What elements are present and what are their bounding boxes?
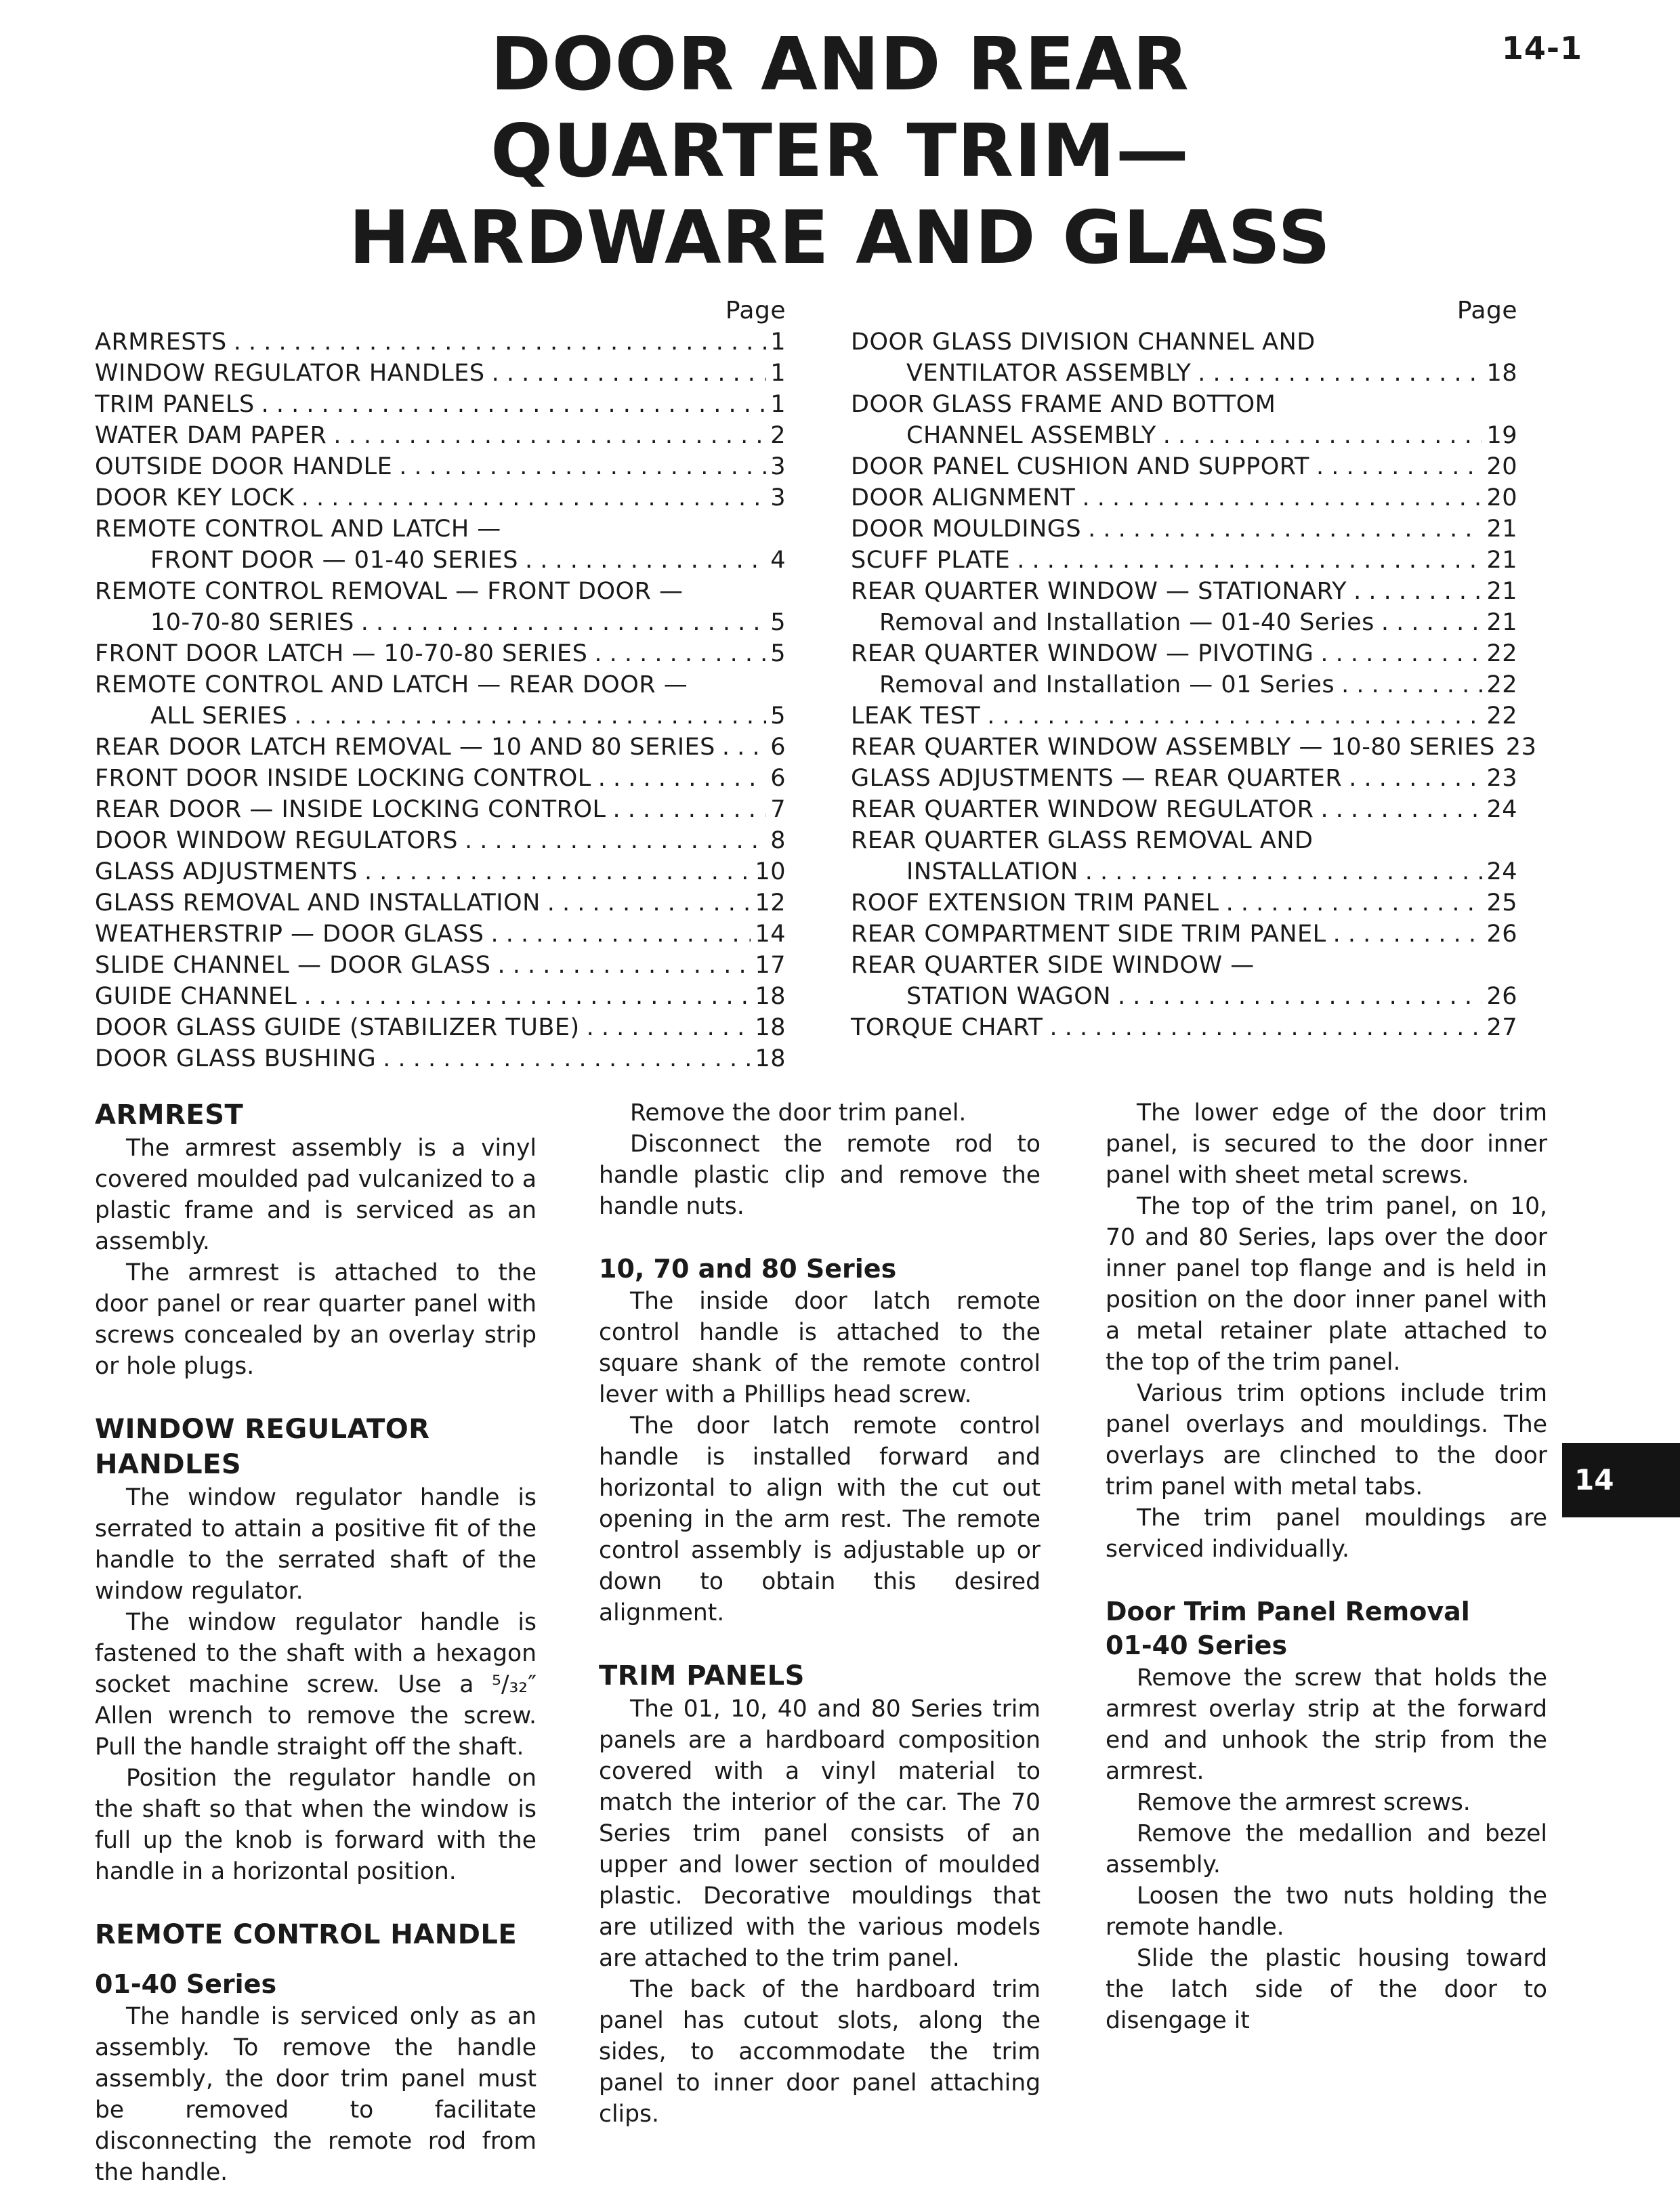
toc-entry-label: CHANNEL ASSEMBLY <box>906 422 1156 449</box>
toc-entry-page: 2 <box>770 422 786 449</box>
toc-entry-page: 24 <box>1486 858 1517 885</box>
toc-entry-label: REAR QUARTER WINDOW — STATIONARY <box>851 578 1347 605</box>
toc-entry-page: 22 <box>1486 640 1517 667</box>
title-line-3: HARDWARE AND GLASS <box>348 196 1332 280</box>
toc-entry-page: 18 <box>755 1045 786 1072</box>
paragraph: The handle is serviced only as an assembly. To remove the handle assembly, the door trim panel must be removed to facilitate disconnecting the remote rod from the handle. <box>95 2003 537 2186</box>
toc-entry-page: 22 <box>1486 702 1517 730</box>
section-heading-trim-panels: TRIM PANELS <box>599 1660 805 1691</box>
subheading-01-40-series: 01-40 Series <box>1106 1631 1288 1660</box>
toc-entry-page: 8 <box>770 827 786 854</box>
body-column-1 <box>95 1097 537 2188</box>
toc-entry <box>851 451 1517 482</box>
paragraph: The trim panel mouldings are serviced individually. <box>1106 1505 1547 1563</box>
toc-entry-page: 5 <box>770 640 786 667</box>
toc-entry-page: 26 <box>1486 921 1517 948</box>
toc-page-label: Page <box>725 297 786 324</box>
toc-entry-page: 26 <box>1486 983 1517 1010</box>
toc-entry-page: 21 <box>1486 547 1517 574</box>
toc-page-label: Page <box>1456 297 1517 324</box>
paragraph: Remove the armrest screws. <box>1137 1789 1471 1816</box>
toc-dot-leader <box>722 732 766 763</box>
toc-entry-label: REAR QUARTER WINDOW ASSEMBLY — 10-80 SERIES <box>851 734 1495 761</box>
toc-dot-leader <box>1320 794 1482 825</box>
toc-dot-leader <box>490 919 751 950</box>
toc-entry-page: 5 <box>770 702 786 730</box>
toc-entry-label: DOOR MOULDINGS <box>851 516 1082 543</box>
toc-dot-leader <box>1050 1012 1483 1043</box>
toc-entry-label: INSTALLATION <box>906 858 1078 885</box>
toc-dot-leader <box>1017 545 1482 576</box>
toc-entry-label: ALL SERIES <box>150 702 288 730</box>
toc-entry-label: 10-70-80 SERIES <box>150 609 354 636</box>
toc-entry-page: 21 <box>1486 578 1517 605</box>
toc-entry-page: 23 <box>1505 734 1537 761</box>
toc-left-column <box>95 295 786 1074</box>
toc-entry <box>95 856 786 887</box>
paragraph: Various trim options include trim panel overlays and mouldings. The overlays are clinched to the door trim panel with metal tabs. <box>1106 1380 1547 1500</box>
toc-entry-label: REAR DOOR — INSIDE LOCKING CONTROL <box>95 796 606 823</box>
paragraph: The armrest is attached to the door panel or rear quarter panel with screws concealed by an overlay strip or hole plugs. <box>95 1259 537 1380</box>
toc-entry-label: GLASS ADJUSTMENTS — REAR QUARTER <box>851 765 1343 792</box>
toc-entry-page: 20 <box>1486 453 1517 480</box>
toc-entry-page: 4 <box>770 547 786 574</box>
toc-entry-label: STATION WAGON <box>906 983 1112 1010</box>
paragraph: Position the regulator handle on the shaft so that when the window is full up the knob is forward with the handle in a horizontal position. <box>95 1765 537 1885</box>
toc-entry-page: 6 <box>770 734 786 761</box>
paragraph: The window regulator handle is fastened to the shaft with a hexagon socket machine screw. Use a ⁵/₃₂″ Allen wrench to remove the screw. Pull the handle straight off the shaft. <box>95 1609 537 1761</box>
paragraph: Remove the screw that holds the armrest overlay strip at the forward end and unhook the strip from the armrest. <box>1106 1664 1547 1785</box>
toc-entry <box>95 1043 786 1074</box>
subheading-door-trim-panel-removal: Door Trim Panel Removal <box>1106 1597 1470 1626</box>
paragraph: Loosen the two nuts holding the remote handle. <box>1106 1882 1547 1941</box>
paragraph: The inside door latch remote control handle is attached to the square shank of the remote control lever with a Phillips head screw. <box>599 1288 1041 1408</box>
toc-dot-leader <box>1085 856 1483 887</box>
toc-entry <box>95 1012 786 1043</box>
toc-entry-label: GLASS REMOVAL AND INSTALLATION <box>95 889 541 917</box>
toc-dot-leader <box>613 794 767 825</box>
toc-dot-leader <box>1118 981 1482 1012</box>
paragraph: The armrest assembly is a vinyl covered moulded pad vulcanized to a plastic frame and is serviced as an assembly. <box>95 1135 537 1255</box>
toc-dot-leader <box>547 887 751 919</box>
toc-entry <box>851 638 1517 669</box>
toc-dot-leader <box>1082 482 1482 513</box>
paragraph: Disconnect the remote rod to handle plastic clip and remove the handle nuts. <box>599 1131 1041 1220</box>
toc-entry <box>95 638 786 669</box>
toc-entry-label: REMOTE CONTROL AND LATCH — <box>95 516 501 543</box>
toc-entry-page: 6 <box>770 765 786 792</box>
toc-entry-label: TORQUE CHART <box>851 1014 1043 1041</box>
toc-entry-page: 22 <box>1486 671 1517 698</box>
toc-entry <box>851 981 1517 1012</box>
toc-entry-label: REMOTE CONTROL REMOVAL — FRONT DOOR — <box>95 578 684 605</box>
toc-entry-label: REAR QUARTER WINDOW — PIVOTING <box>851 640 1314 667</box>
toc-entry <box>95 763 786 794</box>
toc-dot-leader <box>1088 513 1482 545</box>
toc-entry <box>95 950 786 981</box>
toc-entry-page: 14 <box>755 921 786 948</box>
toc-entry-label: WATER DAM PAPER <box>95 422 327 449</box>
section-tab: 14 <box>1562 1443 1680 1517</box>
toc-entry-page: 10 <box>755 858 786 885</box>
toc-dot-leader <box>987 700 1482 732</box>
toc-entry <box>851 420 1517 451</box>
paragraph: The window regulator handle is serrated to attain a positive fit of the handle to the serrated shaft of the window regulator. <box>95 1484 537 1605</box>
toc-entry-page: 19 <box>1486 422 1517 449</box>
toc-entry-page: 7 <box>770 796 786 823</box>
page-number: 14-1 <box>1501 30 1582 66</box>
toc-entry-page: 17 <box>755 952 786 979</box>
toc-entry-page: 23 <box>1486 765 1517 792</box>
toc-entry-label: REAR QUARTER WINDOW REGULATOR <box>851 796 1314 823</box>
toc-entry <box>95 358 786 389</box>
toc-entry-label: GUIDE CHANNEL <box>95 983 297 1010</box>
toc-right-column <box>851 295 1537 1043</box>
toc-entry-page: 5 <box>770 609 786 636</box>
toc-entry <box>851 1012 1517 1043</box>
toc-dot-leader <box>492 358 767 389</box>
toc-entry <box>851 607 1517 638</box>
toc-entry <box>95 794 786 825</box>
body-column-2 <box>599 1097 1041 2130</box>
section-heading-window-regulator-handles: WINDOW REGULATOR HANDLES <box>95 1414 430 1480</box>
toc-entry <box>851 825 1517 856</box>
page-title <box>0 22 1680 282</box>
title-line-1: DOOR AND REAR <box>490 22 1190 107</box>
toc-entry <box>851 545 1517 576</box>
toc-entry <box>851 856 1517 887</box>
paragraph: Remove the medallion and bezel assembly. <box>1106 1820 1547 1878</box>
toc-dot-leader <box>525 545 766 576</box>
toc-entry-label: DOOR GLASS GUIDE (STABILIZER TUBE) <box>95 1014 580 1041</box>
subheading-01-40-series: 01-40 Series <box>95 1969 277 1999</box>
subheading-10-70-80-series: 10, 70 and 80 Series <box>599 1254 897 1284</box>
toc-entry-label: DOOR GLASS BUSHING <box>95 1045 377 1072</box>
toc-entry-page: 1 <box>770 329 786 356</box>
paragraph: The lower edge of the door trim panel, is secured to the door inner panel with sheet metal screws. <box>1106 1099 1547 1189</box>
toc-dot-leader <box>497 950 751 981</box>
toc-entry-label: ARMRESTS <box>95 329 227 356</box>
toc-entry <box>851 669 1517 700</box>
toc-entry-label: WINDOW REGULATOR HANDLES <box>95 360 485 387</box>
toc-entry <box>851 389 1517 420</box>
toc-entry <box>851 732 1537 763</box>
toc-entry <box>851 763 1517 794</box>
section-heading-remote-control-handle: REMOTE CONTROL HANDLE <box>95 1919 518 1950</box>
toc-dot-leader <box>1341 669 1482 700</box>
paragraph: The door latch remote control handle is installed forward and horizontal to align with the cut out opening in the arm rest. The remote control assembly is adjustable up or down to obtain this desired alignment. <box>599 1412 1041 1626</box>
toc-entry-label: FRONT DOOR LATCH — 10-70-80 SERIES <box>95 640 588 667</box>
toc-entry <box>95 825 786 856</box>
toc-entry-label: TRIM PANELS <box>95 391 255 418</box>
toc-entry <box>851 700 1517 732</box>
toc-entry <box>851 513 1517 545</box>
toc-entry-label: REMOTE CONTROL AND LATCH — REAR DOOR — <box>95 671 688 698</box>
toc-dot-leader <box>294 700 766 732</box>
toc-entry-label: WEATHERSTRIP — DOOR GLASS <box>95 921 484 948</box>
toc-dot-leader <box>1320 638 1482 669</box>
toc-entry-label: REAR QUARTER SIDE WINDOW — <box>851 952 1255 979</box>
toc-entry <box>851 950 1517 981</box>
toc-entry <box>95 607 786 638</box>
toc-entry <box>95 669 786 700</box>
toc-entry <box>95 887 786 919</box>
toc-entry-label: Removal and Installation — 01 Series <box>879 671 1335 698</box>
toc-entry-page: 1 <box>770 360 786 387</box>
toc-dot-leader <box>1381 607 1483 638</box>
toc-entry-label: REAR COMPARTMENT SIDE TRIM PANEL <box>851 921 1326 948</box>
toc-entry-page: 18 <box>755 983 786 1010</box>
toc-entry-page: 25 <box>1486 889 1517 917</box>
toc-entry-label: DOOR ALIGNMENT <box>851 484 1076 511</box>
toc-entry-label: DOOR WINDOW REGULATORS <box>95 827 458 854</box>
toc-dot-leader <box>587 1012 751 1043</box>
toc-entry-page: 24 <box>1486 796 1517 823</box>
toc-entry <box>95 482 786 513</box>
toc-dot-leader <box>301 482 766 513</box>
toc-entry-page: 21 <box>1486 516 1517 543</box>
toc-dot-leader <box>1353 576 1482 607</box>
toc-entry-label: DOOR PANEL CUSHION AND SUPPORT <box>851 453 1309 480</box>
toc-entry-label: VENTILATOR ASSEMBLY <box>906 360 1192 387</box>
toc-entry-label: ROOF EXTENSION TRIM PANEL <box>851 889 1219 917</box>
toc-entry <box>95 545 786 576</box>
toc-entry <box>95 732 786 763</box>
toc-entry <box>95 700 786 732</box>
toc-entry-page: 18 <box>755 1014 786 1041</box>
toc-entry-page: 1 <box>770 391 786 418</box>
body-column-3 <box>1106 1097 1547 2036</box>
toc-entry-label: SLIDE CHANNEL — DOOR GLASS <box>95 952 491 979</box>
paragraph: Remove the door trim panel. <box>630 1099 967 1127</box>
toc-entry <box>95 327 786 358</box>
paragraph: The 01, 10, 40 and 80 Series trim panels are a hardboard composition covered with a vinyl material to match the interior of the car. The 70 Series trim panel consists of an upper and lower section of moulded plastic. Decorative mouldings that are utilized with the various models are attached to the trim panel. <box>599 1696 1041 1972</box>
toc-entry-label: FRONT DOOR INSIDE LOCKING CONTROL <box>95 765 591 792</box>
toc-entry-page: 20 <box>1486 484 1517 511</box>
toc-dot-leader <box>303 981 751 1012</box>
toc-dot-leader <box>234 327 767 358</box>
toc-entry <box>851 887 1517 919</box>
paragraph: Slide the plastic housing toward the latch side of the door to disengage it <box>1106 1945 1547 2034</box>
toc-entry-label: DOOR GLASS DIVISION CHANNEL AND <box>851 329 1316 356</box>
toc-dot-leader <box>1316 451 1483 482</box>
toc-entry-label: OUTSIDE DOOR HANDLE <box>95 453 393 480</box>
toc-dot-leader <box>1163 420 1483 451</box>
toc-entry-page: 18 <box>1486 360 1517 387</box>
title-line-2: QUARTER TRIM— <box>490 109 1190 194</box>
toc-entry <box>851 576 1517 607</box>
toc-entry <box>95 389 786 420</box>
toc-dot-leader <box>594 638 766 669</box>
paragraph: The back of the hardboard trim panel has cutout slots, along the sides, to accommodate the trim panel to inner door panel attaching clips. <box>599 1976 1041 2128</box>
toc-entry <box>95 919 786 950</box>
toc-entry-label: GLASS ADJUSTMENTS <box>95 858 358 885</box>
toc-dot-leader <box>598 763 766 794</box>
toc-entry-label: DOOR GLASS FRAME AND BOTTOM <box>851 391 1276 418</box>
toc-entry <box>95 451 786 482</box>
toc-entry <box>851 919 1517 950</box>
toc-entry-label: Removal and Installation — 01-40 Series <box>879 609 1374 636</box>
toc-entry <box>851 482 1517 513</box>
toc-entry <box>851 358 1517 389</box>
toc-entry-label: SCUFF PLATE <box>851 547 1011 574</box>
toc-dot-leader <box>465 825 766 856</box>
toc-dot-leader <box>1198 358 1482 389</box>
toc-entry <box>851 327 1517 358</box>
toc-dot-leader <box>361 607 766 638</box>
toc-dot-leader <box>261 389 767 420</box>
toc-entry-page: 21 <box>1486 609 1517 636</box>
toc-dot-leader <box>1226 887 1483 919</box>
toc-dot-leader <box>1349 763 1482 794</box>
toc-dot-leader <box>383 1043 751 1074</box>
toc-entry-label: FRONT DOOR — 01-40 SERIES <box>150 547 518 574</box>
toc-entry-label: REAR QUARTER GLASS REMOVAL AND <box>851 827 1314 854</box>
toc-entry-label: REAR DOOR LATCH REMOVAL — 10 AND 80 SERIES <box>95 734 715 761</box>
section-heading-armrest: ARMREST <box>95 1099 244 1131</box>
toc-entry <box>95 513 786 545</box>
toc-entry <box>95 981 786 1012</box>
toc-entry-page: 3 <box>770 453 786 480</box>
toc-dot-leader <box>333 420 766 451</box>
toc-entry-page: 3 <box>770 484 786 511</box>
toc-entry <box>95 576 786 607</box>
toc-dot-leader <box>399 451 766 482</box>
toc-entry-label: LEAK TEST <box>851 702 981 730</box>
toc-entry <box>95 420 786 451</box>
toc-entry <box>851 794 1517 825</box>
toc-dot-leader <box>364 856 751 887</box>
toc-dot-leader <box>1333 919 1483 950</box>
toc-entry-page: 12 <box>755 889 786 917</box>
toc-entry-label: DOOR KEY LOCK <box>95 484 295 511</box>
paragraph: The top of the trim panel, on 10, 70 and 80 Series, laps over the door inner panel top flange and is held in position on the door inner panel with a metal retainer plate attached to the top of the trim panel. <box>1106 1193 1547 1376</box>
toc-entry-page: 27 <box>1486 1014 1517 1041</box>
